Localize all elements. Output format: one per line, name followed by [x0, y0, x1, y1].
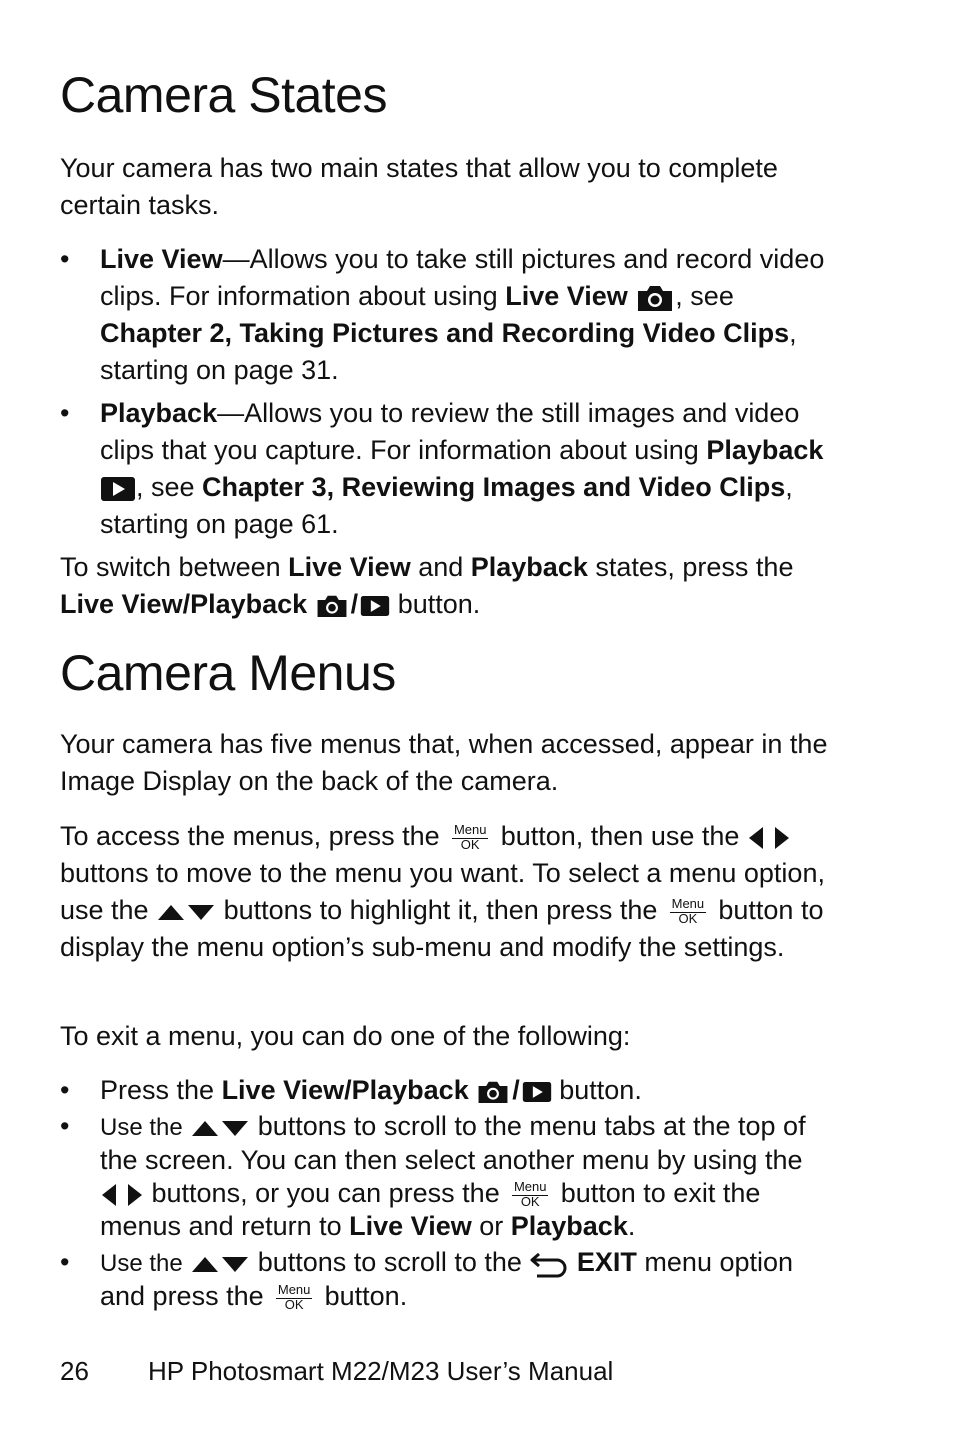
slash: / — [350, 589, 359, 619]
states-list — [60, 241, 840, 543]
page-number: 26 — [60, 1356, 89, 1386]
bullet: • — [60, 1247, 70, 1277]
exit-intro: To exit a menu, you can do one of the following: — [60, 1021, 631, 1051]
up-down-arrows-icon — [156, 901, 216, 923]
list-item-playback: • Playback—Allows you to review the still images and video clips that you capture. For information about using Playback , see Chapter 3, Reviewing Images and Video Clips, starting on page 61. — [60, 395, 840, 543]
playback-icon — [360, 595, 390, 617]
section-title-camera-menus: Camera Menus — [60, 645, 396, 701]
bullet: • — [60, 244, 70, 274]
states-intro: Your camera has two main states that allow you to complete certain tasks. — [60, 153, 778, 220]
switch-paragraph: To switch between Live View and Playback states, press the Live View/Playback / button. — [60, 552, 794, 619]
bullet: • — [60, 398, 70, 428]
list-item-live-view: • Live View—Allows you to take still pictures and record video clips. For information about using Live View , see Chapter 2, Taking Pictures and Recording Video Clips, starting on page 31. — [60, 241, 840, 389]
left-right-arrows-icon — [747, 824, 791, 852]
playback-icon — [522, 1081, 552, 1103]
menus-access-paragraph: To access the menus, press the Menu OK button, then use the buttons to move to the menu you want. To select a menu option, use the buttons to highlight it, then press the Menu OK button to display the menu option’s sub-menu and modify the settings. — [60, 821, 825, 962]
section-title-camera-states: Camera States — [60, 67, 387, 123]
menu-ok-button-icon: Menu OK — [671, 895, 705, 926]
menu-ok-button-icon: Menu OK — [277, 1281, 311, 1312]
up-down-arrows-icon — [190, 1117, 250, 1139]
exit-options-list — [60, 1074, 840, 1316]
slash: / — [512, 1075, 520, 1105]
list-item-exit-option-3: • Use the buttons to scroll to the EXIT menu option and press the Menu OK button. — [60, 1247, 794, 1312]
return-arrow-icon — [529, 1250, 569, 1278]
menu-ok-button-icon: Menu OK — [513, 1178, 547, 1209]
manual-title: HP Photosmart M22/M23 User’s Manual — [148, 1356, 614, 1386]
bullet: • — [60, 1111, 70, 1141]
camera-icon — [315, 593, 349, 619]
camera-icon — [635, 283, 675, 313]
page-footer — [60, 1356, 613, 1387]
left-right-arrows-icon — [100, 1181, 144, 1209]
bullet: • — [60, 1075, 70, 1105]
list-item-exit-option-2: • Use the buttons to scroll to the menu tabs at the top of the screen. You can then select another menu by using the buttons, or you can press the Menu OK button to exit the menus and return to Live View or Playback. — [60, 1111, 806, 1241]
menu-ok-button-icon: Menu OK — [453, 821, 487, 852]
camera-icon — [476, 1079, 510, 1105]
list-item-exit-option-1: • Press the Live View/Playback / button. — [60, 1075, 642, 1105]
menus-intro: Your camera has five menus that, when accessed, appear in the Image Display on the back of the camera. — [60, 729, 828, 796]
up-down-arrows-icon — [190, 1253, 250, 1275]
playback-icon — [100, 476, 136, 502]
